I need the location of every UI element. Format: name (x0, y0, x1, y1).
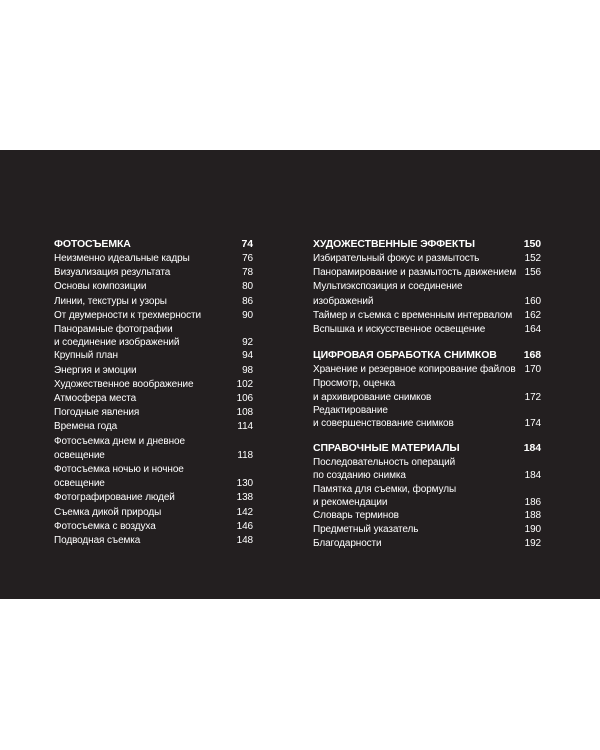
toc-right-column (313, 236, 541, 562)
toc-entry-title: Фотосъемка днем и дневное освещение (54, 435, 185, 461)
toc-entry-page: 142 (236, 506, 253, 518)
toc-section (313, 440, 541, 551)
toc-entry[interactable] (54, 252, 253, 266)
toc-entry-title: Художественное воображение (54, 378, 194, 390)
toc-entry-page: 160 (524, 295, 541, 307)
toc-entry-title: Энергия и эмоции (54, 364, 137, 376)
toc-entry-title: Фотосъемка ночью и ночное освещение (54, 464, 184, 490)
toc-entry-title: Подводная съемка (54, 535, 141, 547)
toc-entry-title: Съемка дикой природы (54, 506, 162, 518)
toc-entry-title: Памятка для съемки, формулы и рекомендации (313, 483, 457, 508)
toc-entry[interactable] (54, 364, 253, 378)
toc-entry-title: Вспышка и искусственное освещение (313, 324, 486, 336)
section-title: ХУДОЖЕСТВЕННЫЕ ЭФФЕКТЫ (313, 238, 475, 250)
toc-entry-title: Атмосфера места (54, 393, 137, 405)
toc-entry-title: Фотографирование людей (54, 492, 175, 504)
section-page-number: 184 (523, 442, 541, 455)
toc-entry-title: Предметный указатель (313, 524, 419, 536)
toc-entry-page: 162 (524, 309, 541, 321)
toc-entry[interactable] (54, 378, 253, 392)
toc-entry[interactable] (313, 456, 541, 482)
section-heading[interactable] (313, 347, 541, 363)
toc-section (313, 347, 541, 430)
toc-left-column (54, 236, 253, 560)
section-page-number: 150 (523, 238, 541, 250)
section-title: СПРАВОЧНЫЕ МАТЕРИАЛЫ (313, 442, 460, 455)
toc-entry[interactable] (54, 420, 253, 434)
toc-entry-title: Последовательность операций по созданию снимка (313, 457, 456, 482)
toc-entry[interactable] (54, 435, 253, 463)
toc-entry-page: 98 (242, 364, 253, 376)
toc-entry-page: 172 (524, 391, 541, 403)
toc-entry-title: Времена года (54, 421, 118, 433)
section-heading[interactable] (54, 236, 253, 252)
toc-entry-title: Избирательный фокус и размытость (313, 253, 480, 264)
toc-entry[interactable] (54, 406, 253, 420)
contents-panel (0, 150, 600, 599)
toc-entry-page: 130 (236, 478, 253, 490)
toc-entry-title: Погодные явления (54, 407, 140, 419)
toc-entry-title: Панорамирование и размытость движением (313, 267, 517, 279)
toc-section (313, 236, 541, 337)
toc-entry[interactable] (313, 323, 541, 337)
toc-entry[interactable] (313, 523, 541, 537)
toc-entry[interactable] (313, 537, 541, 551)
toc-entry-title: Визуализация результата (54, 267, 171, 279)
toc-entry-title: Фотосъемка с воздуха (54, 520, 156, 532)
toc-section (54, 236, 253, 548)
toc-entry-page: 108 (236, 407, 253, 419)
toc-entry[interactable] (313, 377, 541, 403)
toc-entry[interactable] (54, 266, 253, 280)
toc-entry-title: От двумерности к трехмерности (54, 309, 201, 321)
toc-entry-page: 78 (242, 267, 253, 279)
toc-entry-page: 80 (242, 281, 253, 293)
toc-entry[interactable] (54, 392, 253, 406)
toc-entry[interactable] (54, 309, 253, 323)
toc-entry-page: 106 (236, 393, 253, 405)
toc-entry[interactable] (54, 463, 253, 491)
toc-entry-page: 92 (242, 337, 253, 349)
toc-entry[interactable] (54, 491, 253, 505)
section-title: ЦИФРОВАЯ ОБРАБОТКА СНИМКОВ (313, 349, 497, 362)
toc-entry[interactable] (313, 404, 541, 430)
toc-entry-title: Основы композиции (54, 281, 147, 293)
toc-entry-title: Благодарности (313, 538, 382, 550)
toc-entry[interactable] (313, 309, 541, 323)
section-page-number: 74 (241, 238, 253, 250)
toc-entry-page: 188 (524, 510, 541, 522)
toc-entry-title: Редактирование и совершенствование снимков (313, 404, 454, 430)
toc-entry[interactable] (313, 280, 541, 308)
section-heading[interactable] (313, 236, 541, 252)
toc-entry-page: 94 (242, 350, 253, 362)
toc-entry[interactable] (313, 252, 541, 266)
toc-entry-title: Крупный план (54, 350, 118, 362)
toc-entry[interactable] (54, 534, 253, 548)
toc-entry-page: 148 (236, 535, 253, 547)
toc-entry-title: Неизменно идеальные кадры (54, 253, 190, 264)
toc-entry-page: 174 (524, 418, 541, 430)
toc-entry-title: Панорамные фотографии и соединение изображений (54, 324, 180, 349)
toc-entry-page: 186 (524, 496, 541, 508)
toc-entry-page: 90 (242, 309, 253, 321)
toc-entry-page: 146 (236, 520, 253, 532)
toc-entry[interactable] (54, 323, 253, 349)
toc-entry-page: 192 (524, 538, 541, 550)
toc-entry-page: 190 (524, 524, 541, 536)
section-title: ФОТОСЪЕМКА (54, 238, 131, 250)
toc-entry[interactable] (313, 266, 541, 280)
toc-entry-page: 76 (242, 253, 253, 264)
toc-entry-title: Просмотр, оценка и архивирование снимков (313, 378, 432, 403)
toc-entry-page: 118 (237, 449, 253, 461)
toc-entry-title: Словарь терминов (313, 510, 399, 522)
toc-entry-title: Таймер и съемка с временным интервалом (313, 309, 513, 321)
toc-entry-page: 164 (524, 324, 541, 336)
toc-entry[interactable] (54, 520, 253, 534)
toc-entry-title: Хранение и резервное копирование файлов (313, 364, 516, 376)
toc-entry-page: 86 (242, 295, 253, 307)
section-page-number: 168 (523, 349, 541, 362)
toc-entry[interactable] (54, 280, 253, 294)
toc-entry-page: 156 (524, 267, 541, 279)
toc-entry-page: 138 (236, 492, 253, 504)
section-heading[interactable] (313, 440, 541, 456)
toc-entry-page: 102 (236, 378, 253, 390)
toc-entry[interactable] (54, 349, 253, 363)
toc-entry-title: Линии, текстуры и узоры (54, 295, 167, 307)
toc-entry-page: 170 (524, 364, 541, 376)
toc-entry[interactable] (313, 363, 541, 377)
toc-entry-page: 114 (237, 421, 253, 433)
toc-entry[interactable] (54, 506, 253, 520)
toc-entry-title: Мультиэкспозиция и соединение изображений (313, 281, 463, 307)
toc-entry-page: 184 (524, 470, 541, 482)
toc-entry[interactable] (54, 295, 253, 309)
toc-entry-page: 152 (524, 253, 541, 264)
toc-entry[interactable] (313, 509, 541, 523)
toc-entry[interactable] (313, 483, 541, 509)
